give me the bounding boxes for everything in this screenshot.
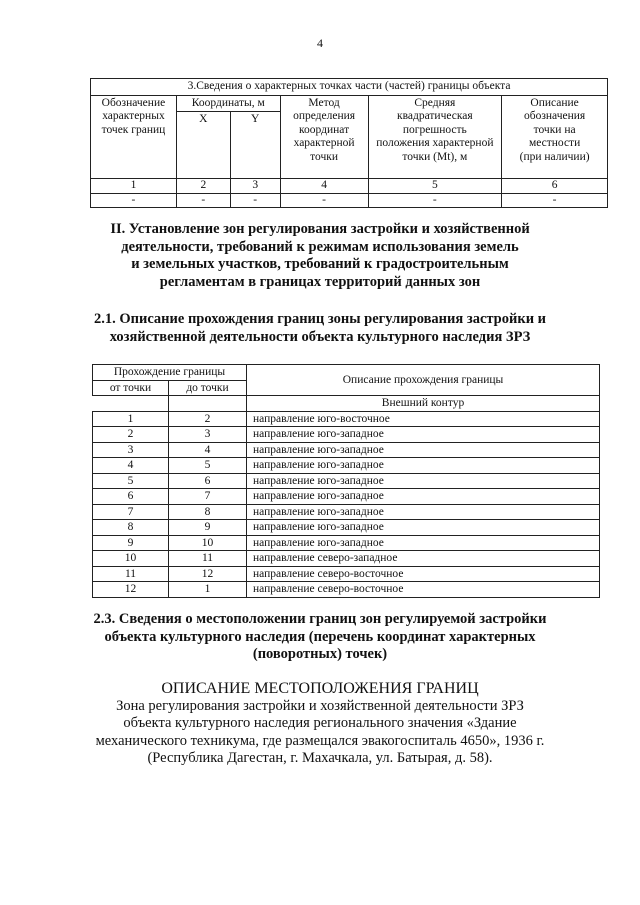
- section-2-heading: II. Установление зон регулирования застройки и хозяйственной деятельности, требований к режимам использования земель и земельных участков, требований к градостроительным регламентам в границах территорий данных зон: [110, 221, 530, 290]
- boundary-line: (Республика Дагестан, г. Махачкала, ул. Батырая, д. 58).: [147, 750, 493, 766]
- header-passage-description: Описание прохождения границы: [247, 365, 600, 396]
- header-designation: Обозначение характерных точек границ: [91, 95, 177, 179]
- boundary-title: ОПИСАНИЕ МЕСТОПОЛОЖЕНИЯ ГРАНИЦ: [161, 680, 479, 697]
- table-cell: 3: [230, 179, 280, 194]
- header-coordinates: Координаты, м: [176, 95, 280, 112]
- direction-cell: направление юго-западное: [247, 442, 600, 458]
- table-cell: 4: [280, 179, 368, 194]
- table-row: [93, 442, 600, 458]
- table-caption: 3.Сведения о характерных точках части (частей) границы объекта: [91, 79, 608, 96]
- table-row: [91, 193, 608, 208]
- point-cell: 8: [169, 504, 247, 520]
- direction-cell: направление юго-западное: [247, 520, 600, 536]
- outer-contour-label: Внешний контур: [247, 396, 600, 412]
- direction-cell: направление северо-восточное: [247, 582, 600, 598]
- point-cell: 11: [93, 566, 169, 582]
- header-y: Y: [230, 112, 280, 179]
- point-cell: 6: [169, 473, 247, 489]
- page-number: 4: [317, 36, 323, 50]
- direction-cell: направление юго-западное: [247, 427, 600, 443]
- direction-cell: направление юго-западное: [247, 489, 600, 505]
- point-cell: 9: [169, 520, 247, 536]
- direction-cell: направление юго-западное: [247, 535, 600, 551]
- point-cell: 9: [93, 535, 169, 551]
- table-cell: 5: [368, 179, 502, 194]
- table-cell: -: [230, 193, 280, 208]
- header-x: X: [176, 112, 230, 179]
- point-cell: 3: [93, 442, 169, 458]
- header-passage: Прохождение границы: [93, 365, 247, 381]
- table-cell: -: [176, 193, 230, 208]
- table-cell: -: [502, 193, 608, 208]
- table-row: [93, 427, 600, 443]
- header-to-point: до точки: [169, 380, 247, 396]
- table-row: [93, 458, 600, 474]
- section-2-1-heading: 2.1. Описание прохождения границ зоны регулирования застройки и хозяйственной деятельности объекта культурного наследия ЗРЗ: [93, 311, 547, 345]
- point-cell: 2: [169, 411, 247, 427]
- point-cell: 3: [169, 427, 247, 443]
- characteristic-points-table: [90, 78, 608, 208]
- table-cell: -: [280, 193, 368, 208]
- point-cell: 4: [169, 442, 247, 458]
- boundary-description: [0, 680, 640, 768]
- table-row: [93, 504, 600, 520]
- table-cell: -: [91, 193, 177, 208]
- point-cell: 1: [93, 411, 169, 427]
- point-cell: 4: [93, 458, 169, 474]
- direction-cell: направление юго-западное: [247, 473, 600, 489]
- table-row: [93, 489, 600, 505]
- table-row: [93, 582, 600, 598]
- point-cell: 8: [93, 520, 169, 536]
- table-row: [93, 566, 600, 582]
- header-description: Описание обозначения точки на местности (при наличии): [502, 95, 608, 179]
- boundary-passage-table: [92, 364, 600, 598]
- direction-cell: направление юго-восточное: [247, 411, 600, 427]
- table-cell: 2: [176, 179, 230, 194]
- direction-cell: направление юго-западное: [247, 504, 600, 520]
- point-cell: 1: [169, 582, 247, 598]
- point-cell: 7: [93, 504, 169, 520]
- header-from-point: от точки: [93, 380, 169, 396]
- point-cell: 10: [93, 551, 169, 567]
- table-row: [93, 535, 600, 551]
- point-cell: 7: [169, 489, 247, 505]
- table-row: [91, 179, 608, 194]
- direction-cell: направление юго-западное: [247, 458, 600, 474]
- point-cell: 12: [169, 566, 247, 582]
- point-cell: 5: [169, 458, 247, 474]
- table-row: [93, 411, 600, 427]
- point-cell: 10: [169, 535, 247, 551]
- header-error: Средняя квадратическая погрешность положения характерной точки (Mt), м: [368, 95, 502, 179]
- section-2-3-heading: 2.3. Сведения о местоположении границ зон регулируемой застройки объекта культурного наследия (перечень координат характерных (поворотных) точек): [93, 611, 547, 662]
- direction-cell: направление северо-восточное: [247, 566, 600, 582]
- point-cell: 11: [169, 551, 247, 567]
- header-method: Метод определения координат характерной точки: [280, 95, 368, 179]
- boundary-line: Зона регулирования застройки и хозяйственной деятельности ЗРЗ: [116, 697, 524, 714]
- table-cell: -: [368, 193, 502, 208]
- table-cell: 1: [91, 179, 177, 194]
- direction-cell: направление северо-западное: [247, 551, 600, 567]
- point-cell: 5: [93, 473, 169, 489]
- point-cell: 6: [93, 489, 169, 505]
- boundary-line: механического техникума, где размещался эвакогоспиталь 4650», 1936 г.: [95, 732, 545, 749]
- table-row: [93, 473, 600, 489]
- point-cell: 12: [93, 582, 169, 598]
- point-cell: 2: [93, 427, 169, 443]
- table-cell: 6: [502, 179, 608, 194]
- table-row: [93, 551, 600, 567]
- table-row: [93, 520, 600, 536]
- boundary-line: объекта культурного наследия регионального значения «Здание: [123, 715, 517, 731]
